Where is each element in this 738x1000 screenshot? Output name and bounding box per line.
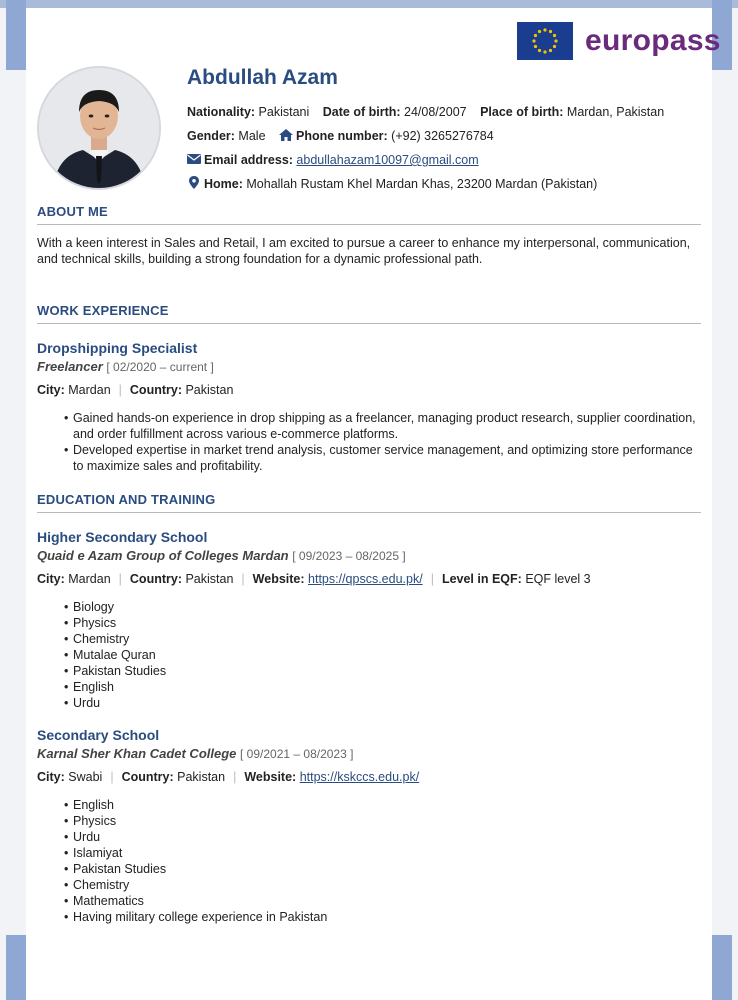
institution-name: Karnal Sher Khan Cadet College — [37, 746, 237, 761]
list-item: • English — [73, 679, 701, 695]
europass-logo — [517, 22, 721, 60]
eu-star — [553, 45, 556, 48]
list-item: • Mathematics — [73, 893, 701, 909]
website-link[interactable]: https://qpscs.edu.pk/ — [308, 572, 423, 586]
list-item: • Mutalae Quran — [73, 647, 701, 663]
info-line-1 — [187, 100, 707, 124]
home-value: Mohallah Rustam Khel Mardan Khas, 23200 Mardan (Pakistan) — [246, 177, 598, 191]
list-item: • Gained hands-on experience in drop shipping as a freelancer, managing product research, supplier coordination, and order fulfillment across various e-commerce platforms. — [73, 410, 701, 442]
list-item: • Physics — [73, 615, 701, 631]
job-dates: [ 02/2020 – current ] — [106, 360, 214, 374]
list-item: • Islamiyat — [73, 845, 701, 861]
separator: | — [110, 770, 114, 784]
personal-info — [187, 66, 707, 196]
institution — [37, 746, 701, 761]
education-section — [37, 492, 701, 925]
list-item: • Urdu — [73, 829, 701, 845]
education-dates: [ 09/2023 – 08/2025 ] — [292, 549, 406, 563]
info-line-4 — [187, 172, 707, 196]
about-title: ABOUT ME — [37, 204, 701, 225]
employer — [37, 359, 701, 374]
education-title: EDUCATION AND TRAINING — [37, 492, 701, 513]
map-pin-icon — [187, 173, 201, 185]
job-location — [37, 383, 701, 397]
website-link[interactable]: https://kskccs.edu.pk/ — [299, 770, 420, 784]
gender-value: Male — [238, 129, 266, 143]
institution-name: Quaid e Azam Group of Colleges Mardan — [37, 548, 289, 563]
frame-left-top — [6, 0, 26, 70]
education-item — [37, 529, 701, 711]
separator: | — [118, 383, 122, 397]
education-details — [37, 770, 701, 784]
country-label: Country: — [121, 770, 174, 784]
list-item: • English — [73, 797, 701, 813]
frame-top-bar — [0, 0, 738, 8]
separator: | — [233, 770, 237, 784]
full-name: Abdullah Azam — [187, 66, 338, 89]
city-value: Swabi — [68, 770, 103, 784]
list-item: • Pakistan Studies — [73, 861, 701, 877]
email-link[interactable]: abdullahazam10097@gmail.com — [296, 153, 479, 167]
website-label: Website: — [252, 572, 305, 586]
separator: | — [430, 572, 434, 586]
education-dates: [ 09/2021 – 08/2023 ] — [240, 747, 354, 761]
qualification-title: Higher Secondary School — [37, 529, 208, 545]
list-item: • Urdu — [73, 695, 701, 711]
eu-star — [534, 45, 537, 48]
subjects-list — [37, 599, 701, 711]
education-details — [37, 572, 701, 586]
country-label: Country: — [129, 572, 182, 586]
institution — [37, 548, 701, 563]
nationality-label: Nationality: — [187, 105, 256, 119]
eu-star — [543, 50, 546, 53]
eu-flag-icon — [517, 22, 573, 60]
city-label: City: — [37, 383, 65, 397]
envelope-icon — [187, 149, 201, 161]
phone-label: Phone number: — [296, 129, 388, 143]
eqf-label: Level in EQF: — [441, 572, 522, 586]
frame-left-bottom — [6, 935, 26, 1000]
job-duties — [37, 410, 701, 474]
eqf-value: EQF level 3 — [525, 572, 591, 586]
eu-star — [543, 28, 546, 31]
country-label: Country: — [129, 383, 182, 397]
city-value: Mardan — [68, 383, 111, 397]
gender-label: Gender: — [187, 129, 235, 143]
work-title: WORK EXPERIENCE — [37, 303, 701, 324]
home-icon — [279, 125, 293, 137]
eu-star — [538, 30, 541, 33]
separator: | — [241, 572, 245, 586]
home-label: Home: — [204, 177, 243, 191]
education-item — [37, 727, 701, 925]
list-item: • Physics — [73, 813, 701, 829]
subjects-list — [37, 797, 701, 925]
nationality-value: Pakistani — [258, 105, 310, 119]
list-item: • Having military college experience in Pakistan — [73, 909, 701, 925]
dob-value: 24/08/2007 — [404, 105, 467, 119]
pob-label: Place of birth: — [480, 105, 564, 119]
europass-logo-text: europass — [585, 24, 721, 57]
city-label: City: — [37, 770, 65, 784]
eu-star — [554, 39, 557, 42]
pob-value: Mardan, Pakistan — [566, 105, 665, 119]
eu-star — [553, 34, 556, 37]
eu-star — [532, 39, 535, 42]
separator: | — [118, 572, 122, 586]
info-line-3 — [187, 148, 707, 172]
list-item: • Chemistry — [73, 877, 701, 893]
email-label: Email address: — [204, 153, 293, 167]
list-item: • Developed expertise in market trend analysis, customer service management, and optimizing store performance to maximize sales and profitability. — [73, 442, 701, 474]
job-title: Dropshipping Specialist — [37, 340, 198, 356]
eu-star — [538, 49, 541, 52]
about-section — [37, 204, 701, 267]
qualification-title: Secondary School — [37, 727, 160, 743]
phone-value: (+92) 3265276784 — [391, 129, 494, 143]
city-label: City: — [37, 572, 65, 586]
country-value: Pakistan — [177, 770, 226, 784]
profile-photo — [37, 66, 161, 190]
list-item: • Pakistan Studies — [73, 663, 701, 679]
list-item: • Biology — [73, 599, 701, 615]
country-value: Pakistan — [185, 572, 234, 586]
cv-page — [26, 8, 721, 1000]
eu-star — [549, 30, 552, 33]
eu-star — [534, 34, 537, 37]
eu-star — [549, 49, 552, 52]
country-value: Pakistan — [185, 383, 234, 397]
employer-name: Freelancer — [37, 359, 103, 374]
info-line-2 — [187, 124, 707, 148]
city-value: Mardan — [68, 572, 111, 586]
dob-label: Date of birth: — [322, 105, 401, 119]
list-item: • Chemistry — [73, 631, 701, 647]
work-item — [37, 340, 701, 474]
website-label: Website: — [244, 770, 297, 784]
frame-right-bottom — [712, 935, 732, 1000]
about-text: With a keen interest in Sales and Retail, I am excited to pursue a career to enhance my interpersonal, communication, and technical skills, building a strong foundation for a dynamic professional path. — [37, 236, 691, 266]
work-section — [37, 303, 701, 474]
